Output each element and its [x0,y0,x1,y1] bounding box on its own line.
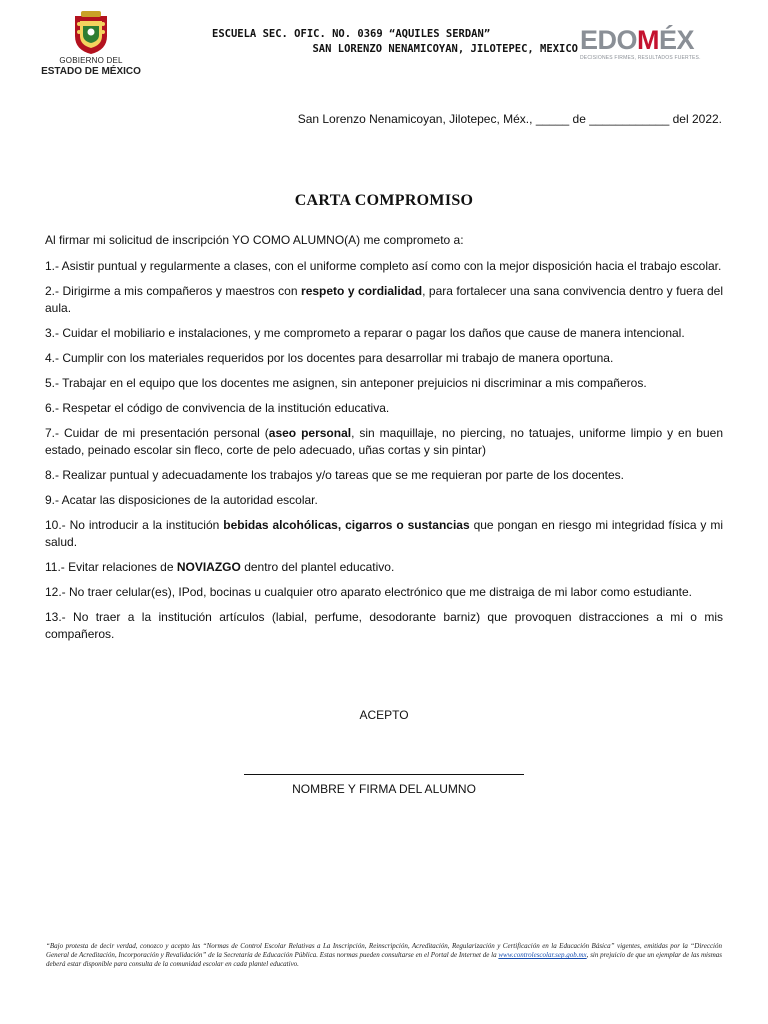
commitment-item-9: 9.- Acatar las disposiciones de la autoridad escolar. [45,493,318,507]
gov-logo-line2: ESTADO DE MÉXICO [41,66,141,77]
acepto-label: ACEPTO [359,708,409,722]
signature-line [244,774,524,775]
signature-label: NOMBRE Y FIRMA DEL ALUMNO [292,782,476,796]
emphasis-respeto: respeto y cordialidad [301,284,423,298]
document-title: CARTA COMPROMISO [294,192,474,209]
intro-paragraph: Al firmar mi solicitud de inscripción YO COMO ALUMNO(A) me comprometo a: [45,233,464,247]
commitment-item-7: 7.- Cuidar de mi presentación personal (aseo personal, sin maquillaje, no piercing, no tatuajes, uniforme limpio y en buen estado, peinado escolar sin fleco, corte de pelo adecuado, uñas cortas y sin pintar) [45,426,724,457]
footnote-link[interactable]: www.controlescolar.sep.gob.mx [498,951,587,959]
commitment-item-8: 8.- Realizar puntual y adecuadamente los trabajos y/o tareas que se me requieran por parte de los docentes. [45,468,625,482]
school-header [180,27,580,57]
commitment-item-2: 2.- Dirigirme a mis compañeros y maestros con respeto y cordialidad, para fortalecer una sana convivencia dentro y fuera del aula. [45,284,724,315]
commitment-item-4: 4.- Cumplir con los materiales requeridos por los docentes para desarrollar mi trabajo de manera oportuna. [45,351,614,365]
commitment-item-12: 12.- No traer celular(es), IPod, bocinas u cualquier otro aparato electrónico que me distraiga de mi labor como estudiante. [45,585,693,599]
commitment-item-1: 1.- Asistir puntual y regularmente a clases, con el uniforme completo así como con la mejor disposición hacia el trabajo escolar. [45,259,722,273]
edomex-tagline: DECISIONES FIRMES, RESULTADOS FUERTES. [580,55,701,61]
commitment-item-11: 11.- Evitar relaciones de NOVIAZGO dentro del plantel educativo. [45,560,395,574]
edomex-logo [580,26,710,66]
school-name: ESCUELA SEC. OFIC. NO. 0369 “AQUILES SERDAN” [212,28,491,40]
edomex-edo: EDO [580,25,638,55]
commitment-item-3: 3.- Cuidar el mobiliario e instalaciones, y me comprometo a reparar o pagar los daños que cause de manera intencional. [45,326,685,340]
edomex-wordmark [580,26,710,54]
edomex-m: M [637,25,660,55]
commitment-item-5: 5.- Trabajar en el equipo que los docentes me asignen, sin anteponer prejuicios ni discriminar a mis compañeros. [45,376,647,390]
legal-footnote: “Bajo protesta de decir verdad, conozco y acepto las “Normas de Control Escolar Relativas a La Inscripción, Reinscripción, Acreditación, Regularización y Certificación en la Educación Básica” vigentes, emitidas por la “Dirección General de Acreditación, Incorporación y Revalidación” de la Secretaría de Educación Pública. Estas normas pueden consultarse en el Portal de Internet de la www.controlescolar.sep.gob.mx, sin prejuicio de que un ejemplar de las mismas deberá estar disponible para consulta de la comunidad escolar en cada plantel educativo. [46,942,722,968]
commitment-item-6: 6.- Respetar el código de convivencia de la institución educativa. [45,401,390,415]
commitment-body [45,232,723,651]
emphasis-aseo: aseo personal [268,426,352,440]
coat-of-arms-icon [71,10,111,56]
commitment-item-13: 13.- No traer a la institución artículos (labial, perfume, desodorante barniz) que provoquen distracciones a mi o mis compañeros. [45,610,723,641]
gov-logo-line1: GOBIERNO DEL [59,56,123,65]
school-address: SAN LORENZO NENAMICOYAN, JILOTEPEC, MEXICO [312,43,578,55]
emphasis-noviazgo: NOVIAZGO [176,560,241,574]
commitment-item-10: 10.- No introducir a la institución bebidas alcohólicas, cigarros o sustancias que pongan en riesgo mi integridad física y mi salud. [45,518,724,549]
date-line: San Lorenzo Nenamicoyan, Jilotepec, Méx., _____ de ____________ del 2022. [297,112,722,126]
government-logo [36,10,146,82]
edomex-ex: ÉX [659,25,695,55]
emphasis-substances: bebidas alcohólicas, cigarros o sustancias [223,518,470,532]
